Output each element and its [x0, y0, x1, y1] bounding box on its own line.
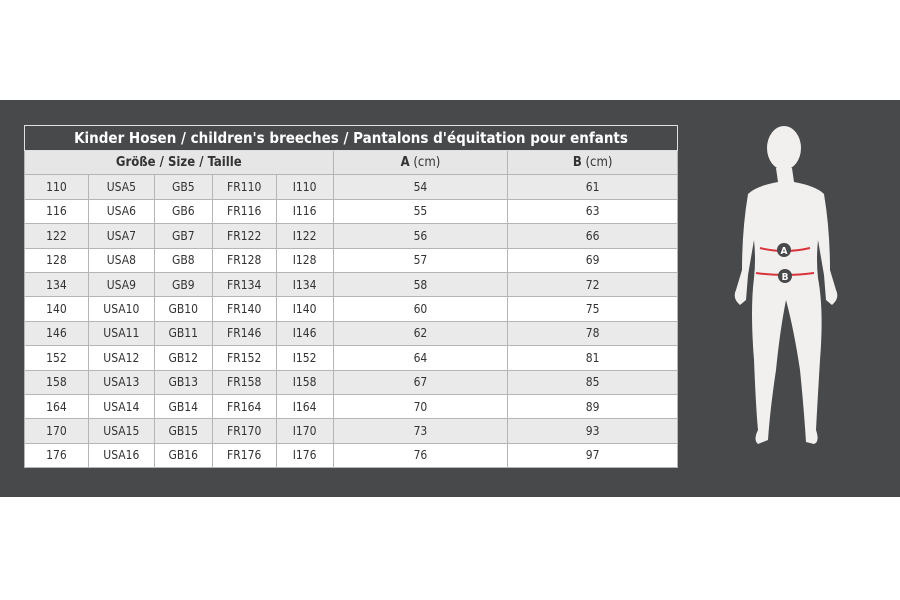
size-table: [24, 125, 678, 468]
measure-a: 70: [333, 394, 508, 418]
size-cm: 158: [25, 370, 89, 394]
measure-b: 97: [508, 443, 678, 467]
measure-a: 73: [333, 419, 508, 443]
table-row: [25, 175, 678, 199]
size-usa: USA8: [88, 248, 154, 272]
size-fr: FR134: [212, 272, 276, 296]
size-gb: GB15: [154, 419, 212, 443]
size-fr: FR152: [212, 346, 276, 370]
table-title: Kinder Hosen / children's breeches / Pantalons d'équitation pour enfants: [25, 126, 678, 151]
measure-b: 81: [508, 346, 678, 370]
table-row: [25, 224, 678, 248]
table-row: [25, 394, 678, 418]
size-gb: GB8: [154, 248, 212, 272]
size-usa: USA5: [88, 175, 154, 199]
size-it: I140: [276, 297, 333, 321]
measure-a: 57: [333, 248, 508, 272]
table-row: [25, 419, 678, 443]
size-it: I158: [276, 370, 333, 394]
measure-b: 85: [508, 370, 678, 394]
size-cm: 140: [25, 297, 89, 321]
size-gb: GB12: [154, 346, 212, 370]
measure-b: 63: [508, 199, 678, 223]
size-it: I134: [276, 272, 333, 296]
measure-b: 89: [508, 394, 678, 418]
table-row: [25, 346, 678, 370]
size-usa: USA7: [88, 224, 154, 248]
size-cm: 146: [25, 321, 89, 345]
size-cm: 122: [25, 224, 89, 248]
size-cm: 170: [25, 419, 89, 443]
size-usa: USA10: [88, 297, 154, 321]
size-it: I176: [276, 443, 333, 467]
size-usa: USA15: [88, 419, 154, 443]
size-it: I170: [276, 419, 333, 443]
measure-b: 93: [508, 419, 678, 443]
size-gb: GB6: [154, 199, 212, 223]
size-fr: FR170: [212, 419, 276, 443]
size-cm: 128: [25, 248, 89, 272]
measure-a: 55: [333, 199, 508, 223]
size-gb: GB13: [154, 370, 212, 394]
size-usa: USA13: [88, 370, 154, 394]
size-fr: FR176: [212, 443, 276, 467]
table-row: [25, 272, 678, 296]
size-cm: 152: [25, 346, 89, 370]
size-gb: GB9: [154, 272, 212, 296]
table-row: [25, 370, 678, 394]
measure-a: 58: [333, 272, 508, 296]
measure-a: 64: [333, 346, 508, 370]
size-gb: GB7: [154, 224, 212, 248]
size-it: I116: [276, 199, 333, 223]
measure-b: 72: [508, 272, 678, 296]
size-it: I122: [276, 224, 333, 248]
size-it: I110: [276, 175, 333, 199]
measure-a: 67: [333, 370, 508, 394]
size-usa: USA12: [88, 346, 154, 370]
size-it: I164: [276, 394, 333, 418]
size-cm: 176: [25, 443, 89, 467]
size-fr: FR158: [212, 370, 276, 394]
size-fr: FR146: [212, 321, 276, 345]
marker-b: B: [781, 272, 789, 283]
size-fr: FR116: [212, 199, 276, 223]
marker-a: A: [780, 246, 788, 257]
size-fr: FR140: [212, 297, 276, 321]
size-fr: FR110: [212, 175, 276, 199]
size-cm: 164: [25, 394, 89, 418]
size-gb: GB11: [154, 321, 212, 345]
size-cm: 116: [25, 199, 89, 223]
b-header: B (cm): [508, 151, 678, 175]
size-gb: GB16: [154, 443, 212, 467]
size-header: Größe / Size / Taille: [25, 151, 334, 175]
measure-b: 66: [508, 224, 678, 248]
size-usa: USA11: [88, 321, 154, 345]
measure-a: 54: [333, 175, 508, 199]
table-row: [25, 199, 678, 223]
size-it: I146: [276, 321, 333, 345]
table-row: [25, 248, 678, 272]
measure-b: 69: [508, 248, 678, 272]
a-header: A (cm): [333, 151, 508, 175]
size-fr: FR122: [212, 224, 276, 248]
size-cm: 134: [25, 272, 89, 296]
size-cm: 110: [25, 175, 89, 199]
measure-b: 75: [508, 297, 678, 321]
size-it: I128: [276, 248, 333, 272]
size-it: I152: [276, 346, 333, 370]
measure-b: 61: [508, 175, 678, 199]
size-usa: USA9: [88, 272, 154, 296]
size-fr: FR128: [212, 248, 276, 272]
body-figure: [720, 110, 860, 470]
table-row: [25, 297, 678, 321]
size-fr: FR164: [212, 394, 276, 418]
size-gb: GB14: [154, 394, 212, 418]
table-row: [25, 321, 678, 345]
table-row: [25, 443, 678, 467]
size-usa: USA6: [88, 199, 154, 223]
measure-a: 60: [333, 297, 508, 321]
size-usa: USA16: [88, 443, 154, 467]
measure-a: 76: [333, 443, 508, 467]
measure-a: 62: [333, 321, 508, 345]
measure-a: 56: [333, 224, 508, 248]
size-gb: GB10: [154, 297, 212, 321]
body-silhouette: [735, 126, 838, 444]
size-gb: GB5: [154, 175, 212, 199]
size-usa: USA14: [88, 394, 154, 418]
measure-b: 78: [508, 321, 678, 345]
